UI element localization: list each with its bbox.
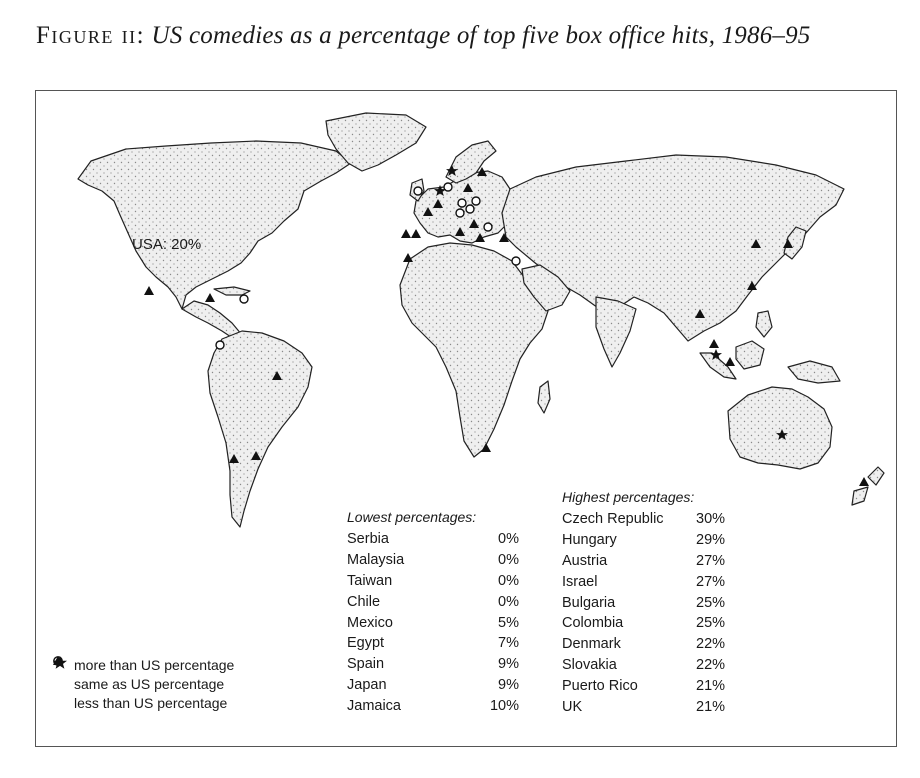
table-row: Slovakia 22%: [562, 656, 726, 673]
table-row: Czech Republic 30%: [562, 511, 726, 528]
table-row: Egypt 7%: [347, 635, 519, 652]
table-row: Denmark 22%: [562, 636, 726, 653]
legend-label: less than US percentage: [74, 694, 228, 711]
table-row: Colombia 25%: [562, 615, 726, 632]
marker-czech-republic: [458, 199, 466, 207]
landmass-cuba: [214, 287, 250, 295]
landmass-philippines: [756, 311, 772, 337]
table-row: Japan 9%: [347, 676, 519, 693]
marker-portugal: [411, 229, 421, 238]
table-row: Mexico 5%: [347, 614, 519, 631]
landmass-madagascar: [538, 381, 550, 413]
marker-colombia: [216, 341, 224, 349]
marker-austria: [456, 209, 464, 217]
table-row: Puerto Rico 21%: [562, 677, 726, 694]
table-row: Chile 0%: [347, 593, 519, 610]
marker-mexico: [144, 286, 154, 295]
marker-uk: [414, 187, 422, 195]
legend-item-less: [52, 693, 234, 712]
legend-label: more than US percentage: [74, 656, 235, 673]
figure-caption: US comedies as a percentage of top five box office hits, 1986–95: [151, 22, 811, 49]
table-row: Israel 27%: [562, 573, 726, 590]
landmass-india: [596, 297, 636, 367]
landmass-new-zealand: [868, 467, 884, 485]
landmass-new-zealand-south: [852, 487, 868, 505]
table-row: Jamaica 10%: [347, 697, 519, 714]
figure-title: [36, 22, 811, 50]
landmass-north-america: [78, 141, 351, 309]
marker-bulgaria: [484, 223, 492, 231]
legend-item-more: [52, 655, 234, 674]
table-row: Austria 27%: [562, 552, 726, 569]
marker-puerto-rico: [240, 295, 248, 303]
landmass-new-guinea: [788, 361, 840, 383]
landmass-south-america: [208, 331, 312, 527]
table-row: Serbia 0%: [347, 531, 519, 548]
figure-number: Figure ii:: [36, 22, 146, 49]
table-row: Spain 9%: [347, 656, 519, 673]
marker-denmark: [444, 183, 452, 191]
usa-label: USA: 20%: [132, 236, 202, 253]
marker-malaysia: [709, 339, 719, 348]
table-row: UK 21%: [562, 698, 726, 715]
legend-label: same as US percentage: [74, 675, 225, 692]
legend-item-same: [52, 674, 234, 693]
landmass-borneo: [736, 341, 764, 369]
lowest-heading: Lowest percentages:: [347, 509, 477, 525]
highest-heading: Highest percentages:: [562, 489, 695, 505]
table-row: Hungary 29%: [562, 532, 726, 549]
map-frame: [35, 90, 897, 747]
legend: [52, 655, 234, 712]
lowest-percentages-table: [347, 509, 522, 716]
landmass-central-america: [182, 301, 242, 339]
marker-hungary: [466, 205, 474, 213]
marker-indonesia: [725, 357, 735, 366]
highest-percentages-table: [562, 489, 762, 717]
table-row: Taiwan 0%: [347, 572, 519, 589]
landmass-australia: [728, 387, 832, 469]
marker-israel: [512, 257, 520, 265]
marker-jamaica: [205, 293, 215, 302]
marker-slovakia: [472, 197, 480, 205]
table-row: Malaysia 0%: [347, 552, 519, 569]
table-row: Bulgaria 25%: [562, 594, 726, 611]
marker-spain: [401, 229, 411, 238]
marker-new-zealand: [859, 477, 869, 486]
